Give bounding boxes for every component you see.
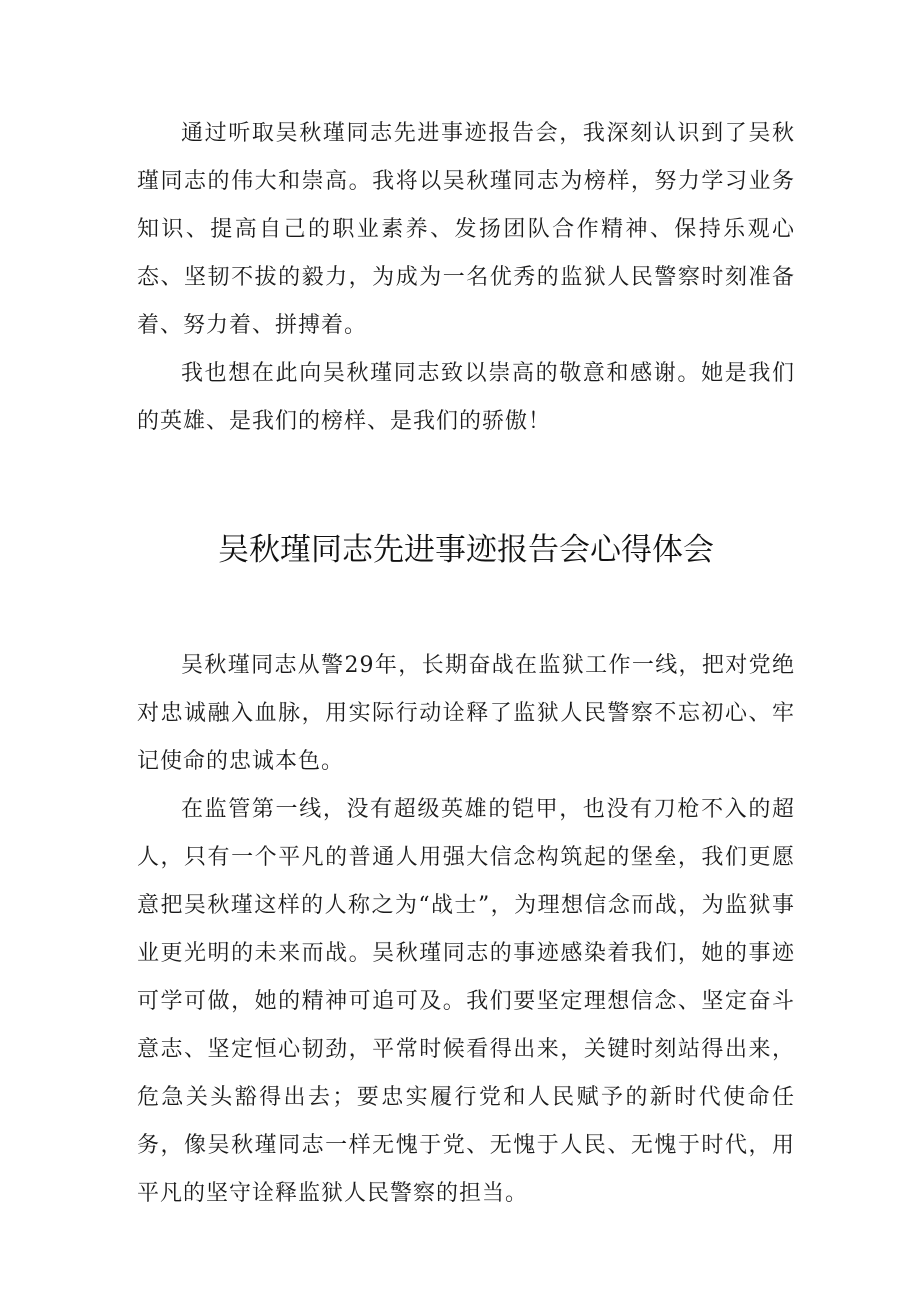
paragraph-gratitude: 我也想在此向吴秋瑾同志致以崇高的敬意和感谢。她是我们的英雄、是我们的榜样、是我们的骄傲！	[137, 361, 795, 434]
paragraph-warrior-spirit: 在监管第一线，没有超级英雄的铠甲，也没有刀枪不入的超人，只有一个平凡的普通人用强大信念构筑起的堡垒，我们更愿意把吴秋瑾这样的人称之为“战士”，为理想信念而战，为监狱事业更光明的未来而战。吴秋瑾同志的事迹感染着我们，她的事迹可学可做，她的精神可追可及。我们要坚定理想信念、坚定奋斗意志、坚定恒心韧劲，平常时候看得出来，关键时刻站得出来，危急关头豁得出去；要忠实履行党和人民赋予的新时代使命任务，像吴秋瑾同志一样无愧于党、无愧于人民、无愧于时代，用平凡的坚守诠释监狱人民警察的担当。	[137, 797, 795, 1206]
document-content	[137, 110, 795, 1218]
document-title: 吴秋瑾同志先进事迹报告会心得体会	[218, 532, 714, 568]
paragraph-service-record: 吴秋瑾同志从警29年，长期奋战在监狱工作一线，把对党绝对忠诚融入血脉，用实际行动诠释了监狱人民警察不忘初心、牢记使命的忠诚本色。	[137, 653, 795, 774]
paragraph-reflection: 通过听取吴秋瑾同志先进事迹报告会，我深刻认识到了吴秋瑾同志的伟大和崇高。我将以吴秋瑾同志为榜样，努力学习业务知识、提高自己的职业素养、发扬团队合作精神、保持乐观心态、坚韧不拔的毅力，为成为一名优秀的监狱人民警察时刻准备着、努力着、拼搏着。	[137, 121, 795, 338]
